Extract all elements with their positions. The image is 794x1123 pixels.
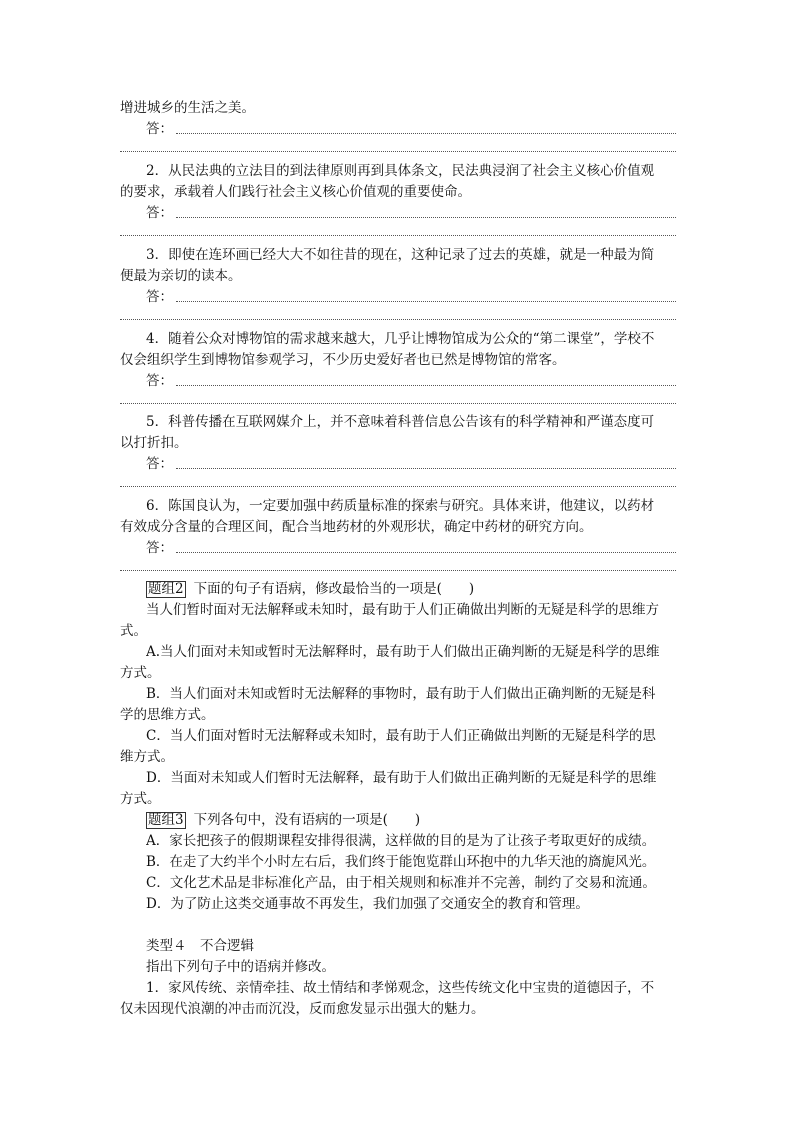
question-2-line-2: 的要求，承载着人们践行社会主义核心价值观的重要使命。 [120, 184, 471, 200]
answer-dots [176, 552, 676, 553]
answer-line-2 [146, 203, 676, 223]
question-2-line-1: 2．从民法典的立法目的到法律原则再到具体条文，民法典浸润了社会主义核心价值观 [146, 163, 655, 179]
question-5-line-1: 5．科普传播在互联网媒介上，并不意味着科普信息公告该有的科学精神和严谨态度可 [146, 414, 655, 430]
group-2-option-d-line-1: D．当面对未知或人们暂时无法解释，最有助于人们做出正确判断的无疑是科学的思维 [146, 770, 657, 786]
answer-continuation-5 [120, 485, 676, 487]
answer-line-3 [146, 287, 676, 307]
group-3-option-a: A．家长把孩子的假期课程安排得很满，这样做的目的是为了让孩子考取更好的成绩。 [146, 833, 656, 849]
answer-label: 答： [146, 456, 173, 472]
question-3-line-1: 3．即使在连环画已经大大不如往昔的现在，这种记录了过去的英雄，就是一种最为简 [146, 247, 655, 263]
question-5-line-2: 以打折扣。 [120, 435, 188, 451]
type-4-question-1-line-1: 1．家风传统、亲情牵挂、故土情结和孝悌观念，这些传统文化中宝贵的道德因子，不 [146, 980, 655, 996]
answer-dots [176, 217, 676, 218]
type-4-prompt: 指出下列句子中的语病并修改。 [146, 959, 335, 975]
group-2-sentence-line-2: 式。 [120, 623, 147, 639]
group-2-tag: 题组2 [148, 581, 184, 597]
group-2-sentence-line-1: 当人们暂时面对无法解释或未知时，最有助于人们正确做出判断的无疑是科学的思维方 [146, 602, 659, 618]
answer-dots [176, 301, 676, 302]
group-2-option-a-line-2: 方式。 [120, 665, 161, 681]
answer-label: 答： [146, 205, 173, 221]
answer-label: 答： [146, 121, 173, 137]
answer-continuation-2 [120, 234, 676, 236]
answer-line-5 [146, 454, 676, 474]
answer-continuation-3 [120, 318, 676, 320]
answer-dots [176, 133, 676, 134]
question-4-line-1: 4．随着公众对博物馆的需求越来越大，几乎让博物馆成为公众的“第二课堂”，学校不 [146, 331, 655, 347]
group-2-option-a-line-1: A.当人们面对未知或暂时无法解释时，最有助于人们做出正确判断的无疑是科学的思维 [146, 644, 660, 660]
group-3-option-b: B．在走了大约半个小时左右后，我们终于能饱览群山环抱中的九华天池的旖旎风光。 [146, 854, 656, 870]
group-3-heading [146, 810, 680, 830]
answer-label: 答： [146, 540, 173, 556]
group-2-option-b-line-1: B．当人们面对未知或暂时无法解释的事物时，最有助于人们做出正确判断的无疑是科 [146, 686, 656, 702]
question-3-line-2: 便最为亲切的读本。 [120, 268, 242, 284]
answer-label: 答： [146, 373, 173, 389]
group-2-heading [146, 579, 680, 599]
answer-line-1 [146, 119, 676, 139]
group-2-option-b-line-2: 学的思维方式。 [120, 707, 215, 723]
group-3-option-c: C．文化艺术品是非标准化产品，由于相关规则和标准并不完善，制约了交易和流通。 [146, 875, 656, 891]
answer-dots [176, 468, 676, 469]
question-4-line-2: 仅会组织学生到博物馆参观学习，不少历史爱好者也已然是博物馆的常客。 [120, 352, 566, 368]
answer-continuation-6 [120, 569, 676, 571]
answer-continuation-4 [120, 402, 676, 404]
type-4-title: 类型４ 不合逻辑 [146, 938, 254, 954]
question-6-line-2: 有效成分含量的合理区间，配合当地药材的外观形状，确定中药材的研究方向。 [120, 519, 593, 535]
answer-line-6 [146, 538, 676, 558]
group-3-prompt: 下列各句中，没有语病的一项是( ) [193, 812, 421, 828]
group-2-option-c-line-2: 维方式。 [120, 749, 174, 765]
intro-tail: 增进城乡的生活之美。 [120, 100, 255, 116]
type-4-question-1-line-2: 仅未因现代浪潮的冲击而沉没，反而愈发显示出强大的魅力。 [120, 1001, 485, 1017]
answer-continuation-1 [120, 150, 676, 152]
group-3-tag: 题组3 [148, 812, 184, 828]
group-2-prompt: 下面的句子有语病，修改最恰当的一项是( ) [193, 581, 475, 597]
group-2-option-c-line-1: C．当人们面对暂时无法解释或未知时，最有助于人们正确做出判断的无疑是科学的思 [146, 728, 656, 744]
answer-dots [176, 385, 676, 386]
question-6-line-1: 6．陈国良认为，一定要加强中药质量标准的探索与研究。具体来讲，他建议，以药材 [146, 498, 655, 514]
answer-line-4 [146, 371, 676, 391]
group-3-option-d: D．为了防止这类交通事故不再发生，我们加强了交通安全的教育和管理。 [146, 896, 589, 912]
answer-label: 答： [146, 289, 173, 305]
group-2-option-d-line-2: 方式。 [120, 791, 161, 807]
